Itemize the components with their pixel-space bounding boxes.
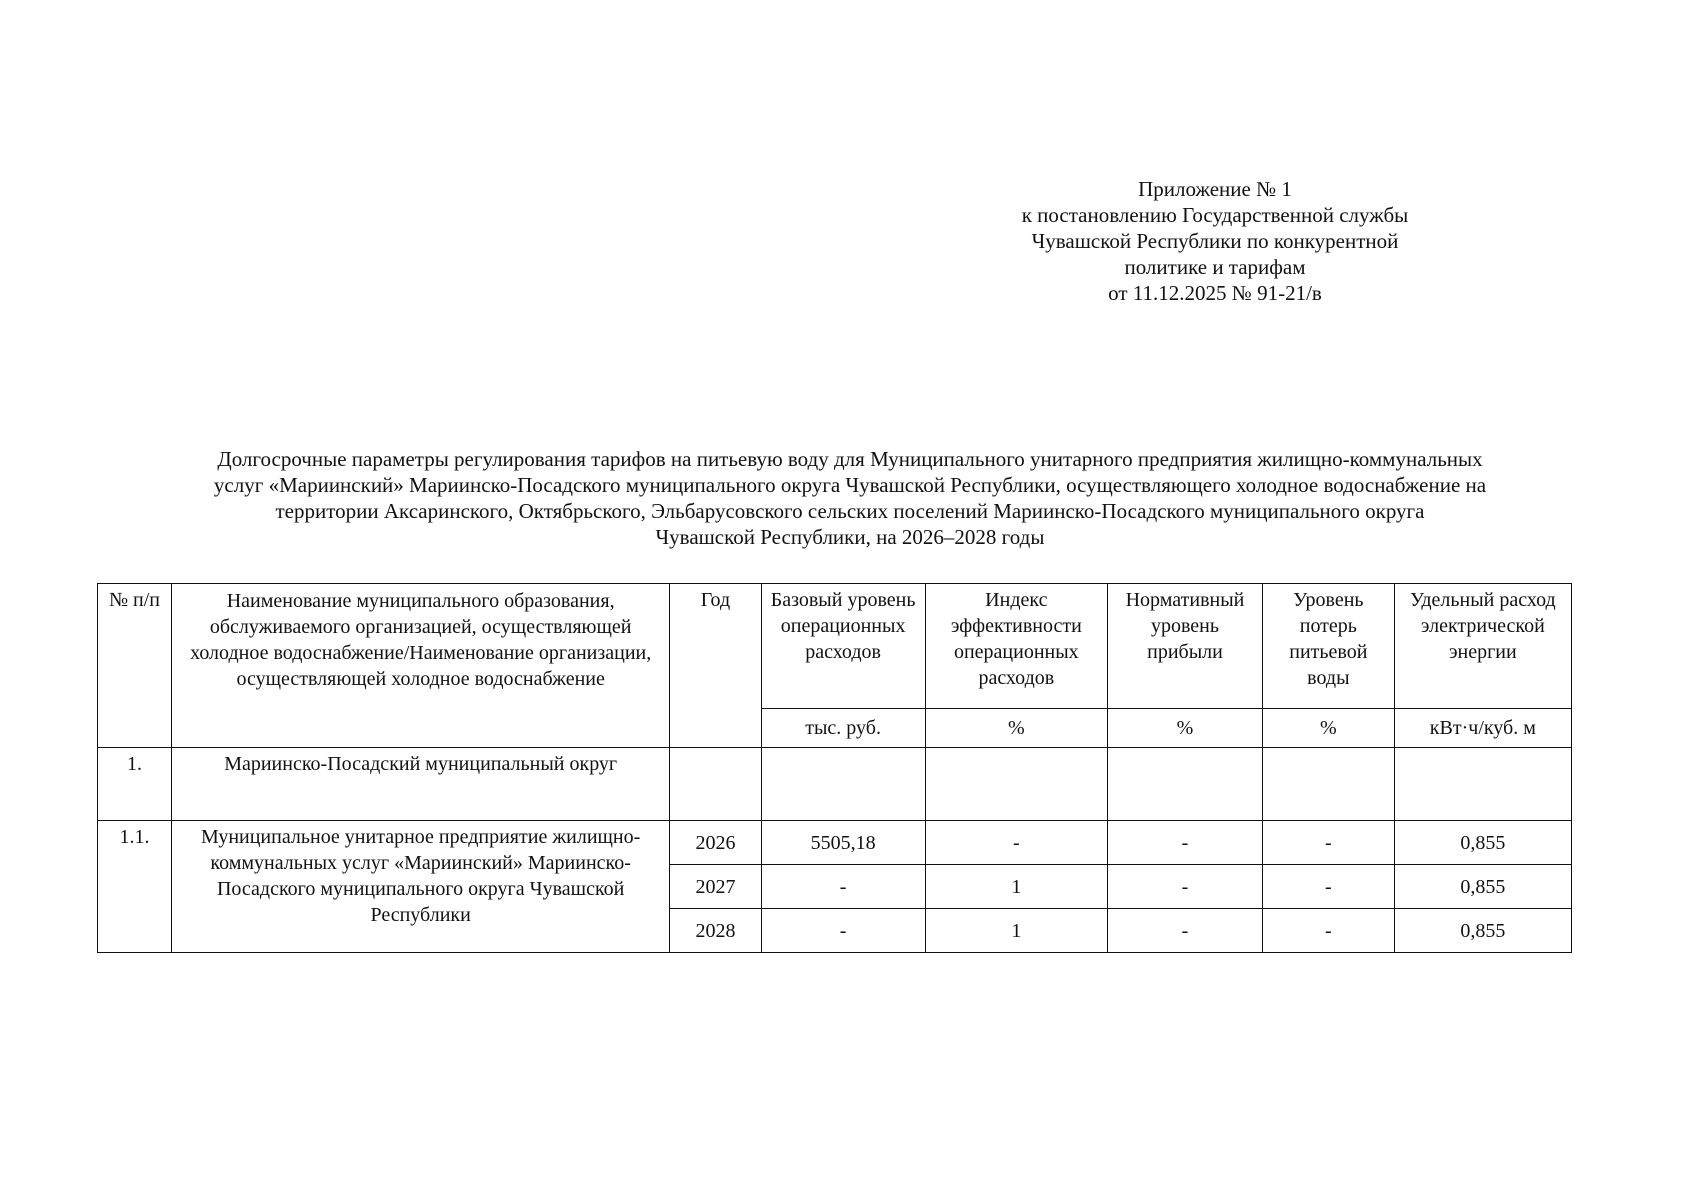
document-title xyxy=(110,446,1590,550)
tariff-parameters-table xyxy=(97,583,1572,953)
cell-base-level: 5505,18 xyxy=(761,821,925,865)
cell-energy-consumption: 0,855 xyxy=(1394,909,1571,953)
unit-water-losses: % xyxy=(1262,709,1394,748)
cell-base-level: - xyxy=(761,865,925,909)
cell-year: 2028 xyxy=(670,909,761,953)
section-row xyxy=(98,748,1572,821)
header-energy-consumption: Удельный расход электрической энергии xyxy=(1394,584,1571,709)
annex-reference-line: Чувашской Республики по конкурентной xyxy=(1031,229,1399,253)
unit-base-level: тыс. руб. xyxy=(761,709,925,748)
empty-cell xyxy=(1108,748,1263,821)
cell-base-level: - xyxy=(761,909,925,953)
header-name: Наименование муниципального образования, обслуживаемого организацией, осуществляющей холодное водоснабжение/Наименование организации, осуществляющей холодное водоснабжение xyxy=(171,584,669,748)
unit-energy-consumption: кВт·ч/куб. м xyxy=(1394,709,1571,748)
header-row xyxy=(98,584,1572,709)
annex-header xyxy=(955,176,1475,306)
annex-reference-line: политике и тарифам xyxy=(1124,255,1306,279)
cell-energy-consumption: 0,855 xyxy=(1394,821,1571,865)
empty-cell xyxy=(670,748,761,821)
cell-year: 2027 xyxy=(670,865,761,909)
annex-number: Приложение № 1 xyxy=(1138,177,1292,201)
cell-water-losses: - xyxy=(1262,865,1394,909)
header-water-losses: Уровень потерь питьевой воды xyxy=(1262,584,1394,709)
cell-year: 2026 xyxy=(670,821,761,865)
header-year: Год xyxy=(670,584,761,748)
cell-profit-level: - xyxy=(1108,909,1263,953)
organization-number: 1.1. xyxy=(98,821,172,953)
header-num: № п/п xyxy=(98,584,172,748)
title-line: Чувашской Республики, на 2026–2028 годы xyxy=(655,525,1045,549)
title-line: территории Аксаринского, Октябрьского, Эльбарусовского сельских поселений Мариинско-Посадского муниципального округа xyxy=(275,499,1425,523)
cell-water-losses: - xyxy=(1262,909,1394,953)
empty-cell xyxy=(1394,748,1571,821)
title-line: услуг «Мариинский» Мариинско-Посадского муниципального округа Чувашской Республики, осуществляющего холодное водоснабжение на xyxy=(213,473,1487,497)
header-profit-level: Нормативный уровень прибыли xyxy=(1108,584,1263,709)
header-base-level: Базовый уровень операционных расходов xyxy=(761,584,925,709)
cell-water-losses: - xyxy=(1262,821,1394,865)
annex-date-number: от 11.12.2025 № 91-21/в xyxy=(1108,281,1322,305)
table-row xyxy=(98,821,1572,865)
header-efficiency-index: Индекс эффективности операционных расходов xyxy=(925,584,1107,709)
cell-efficiency-index: 1 xyxy=(925,865,1107,909)
section-name: Мариинско-Посадский муниципальный округ xyxy=(171,748,669,821)
cell-energy-consumption: 0,855 xyxy=(1394,865,1571,909)
cell-profit-level: - xyxy=(1108,821,1263,865)
organization-name: Муниципальное унитарное предприятие жилищно-коммунальных услуг «Мариинский» Мариинско-Посадского муниципального округа Чувашской Республики xyxy=(171,821,669,953)
empty-cell xyxy=(1262,748,1394,821)
section-number: 1. xyxy=(98,748,172,821)
cell-profit-level: - xyxy=(1108,865,1263,909)
empty-cell xyxy=(925,748,1107,821)
cell-efficiency-index: 1 xyxy=(925,909,1107,953)
unit-efficiency-index: % xyxy=(925,709,1107,748)
cell-efficiency-index: - xyxy=(925,821,1107,865)
title-line: Долгосрочные параметры регулирования тарифов на питьевую воду для Муниципального унитарного предприятия жилищно-коммунальных xyxy=(217,447,1483,471)
empty-cell xyxy=(761,748,925,821)
unit-profit-level: % xyxy=(1108,709,1263,748)
annex-reference-line: к постановлению Государственной службы xyxy=(1021,203,1409,227)
